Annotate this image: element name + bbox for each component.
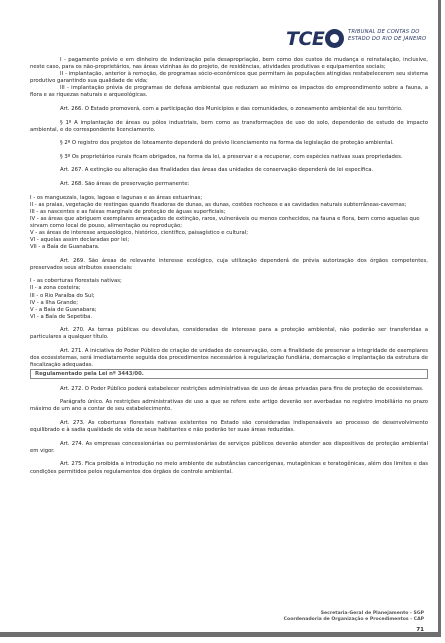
article-267: Art. 267. A extinção ou alteração das finalidades das áreas das unidades de conservação dependerá de lei específica.	[60, 167, 374, 174]
article-266-paragraph-1: § 1º A implantação de áreas ou pólos industriais, bem como as transformações de uso do solo, dependerão de estudo de impacto ambiental, e do correspondente licenciamento.	[30, 119, 428, 133]
list-item: V - as áreas de interesse arqueológico, histórico, científico, paisagístico e cultural;	[30, 230, 249, 236]
logo-emblem-icon	[325, 29, 344, 48]
list-item: I - as coberturas florestais nativas;	[30, 278, 122, 285]
article-271: Art. 271. A iniciativa do Poder Público de criação de unidades de conservação, com a finalidade de preservar a integridade de exemplares dos ecossistemas, será imediatamente seguida dos procedimentos necessários à regularização fundiária, demarcação e implantação da estrutura de fiscalização adequadas.	[30, 347, 428, 369]
article-269-list	[30, 278, 428, 320]
regulation-note-box: Regulamentado pela Lei nº 3443/00.	[30, 369, 428, 379]
list-item: II - a zona costeira;	[30, 285, 81, 292]
page-number: 71	[416, 627, 424, 632]
article-273: Art. 273. As coberturas florestais nativas existentes no Estado são consideradas indispensáveis ao processo de desenvolvimento equilibrado e à sadia qualidade de vida de seus habitantes e não poderão ter suas áreas reduzidas.	[30, 420, 428, 434]
logo-text: TCE	[286, 28, 325, 50]
article-268-list	[30, 195, 428, 251]
article-272-sole-paragraph: Parágrafo único. As restrições administrativas de uso a que se refere este artigo deverão ser averbadas no registro imobiliário no prazo máximo de um ano a contar de seu estabelecimento.	[30, 399, 428, 413]
list-item: IV - a Ilha Grande;	[30, 299, 79, 306]
article-266-paragraph-2: § 2º O registro dos projetos de loteamento dependerá do prévio licenciamento na forma da legislação de proteção ambiental.	[60, 140, 394, 147]
article-270: Art. 270. As terras públicas ou devolutas, consideradas de interesse para a proteção ambiental, não poderão ser transferidas a particulares a qualquer título.	[30, 327, 428, 341]
document-body	[30, 57, 428, 482]
article-275: Art. 275. Fica proibida a introdução no meio ambiente de substâncias cancerígenas, mutagênicas e teratogênicas, além dos limites e das condições permitidos pelos regulamentos dos órgãos de controle ambiental.	[30, 461, 428, 475]
list-item: VI - aquelas assim declaradas por lei;	[30, 237, 130, 244]
article-272: Art. 272. O Poder Público poderá estabelecer restrições administrativas de uso de áreas privadas para fins de proteção de ecossistemas.	[60, 385, 424, 392]
list-item: III - o Rio Paraíba do Sul;	[30, 292, 95, 299]
logo-subtitle	[348, 29, 426, 43]
paragraph-item-ii: II - implantação, anterior à remoção, de programas sócio-econômicos que permitam às populações atingidas restabelecerem seu sistema produtivo garantindo sua qualidade de vida;	[30, 71, 428, 85]
footer-line-1: Secretaria-Geral de Planejamento - SGP	[320, 611, 424, 616]
paragraph-item-i: I - pagamento prévio e em dinheiro de indenização pela desapropriação, bem como dos custos de mudança e reinstalação, inclusive, neste caso, para os não-proprietários, nas áreas vizinhas às do projeto, de residências, atividades produtivas e equipamentos sociais;	[30, 57, 428, 71]
paragraph-item-iii: III - implantação prévia de programas de defesa ambiental que reduzam ao mínimo os impactos do empreendimento sobre a fauna, a flora e as riquezas naturais e arqueológicas.	[30, 85, 428, 99]
article-274: Art. 274. As empresas concessionárias ou permissionárias de serviços públicos deverão atender aos dispositivos de proteção ambiental em vigor.	[30, 440, 428, 454]
list-item: III - as nascentes e as faixas marginais de proteção de águas superficiais;	[30, 208, 226, 215]
list-item: VI - a Baía de Sepetiba.	[30, 313, 93, 320]
article-266: Art. 266. O Estado promoverá, com a participação dos Municípios e das comunidades, o zoneamento ambiental de seu território.	[60, 105, 403, 112]
tce-logo	[286, 28, 426, 50]
list-item: VII - a Baía de Guanabara.	[30, 244, 100, 251]
list-item: V - a Baía de Guanabara;	[30, 306, 97, 313]
list-item: II - as praias, vegetação de restingas quando fixadoras de dunas, as dunas, costões rochosos e as cavidades naturais subterrâneas-cavernas;	[30, 201, 407, 208]
page-footer	[284, 611, 424, 623]
list-item: IV - as áreas que abriguem exemplares ameaçados de extinção, raros, vulneráveis ou menos conhecidos, na fauna e flora, bem como aquelas que sirvam como local de pouso, alimentação ou reprodução;	[30, 215, 420, 229]
logo-subtitle-line-2: ESTADO DO RIO DE JANEIRO	[348, 36, 427, 42]
article-269: Art. 269. São áreas de relevante interesse ecológico, cuja utilização dependerá de prévia autorização dos órgãos competentes, preservados seus atributos essenciais:	[30, 257, 428, 271]
footer-line-2: Coordenadoria de Organização e Procedimentos - CAP	[283, 617, 424, 622]
article-268: Art. 268. São áreas de preservação permanente:	[60, 181, 190, 188]
logo-subtitle-line-1: TRIBUNAL DE CONTAS DO	[348, 29, 420, 35]
list-item: I - os manguezais, lagos, lagoas e lagunas e as áreas estuarinas;	[30, 194, 203, 201]
article-266-paragraph-3: § 3º Os proprietários rurais ficam obrigados, na forma da lei, a preservar e a recuperar, com espécies nativas suas propriedades.	[60, 153, 403, 160]
